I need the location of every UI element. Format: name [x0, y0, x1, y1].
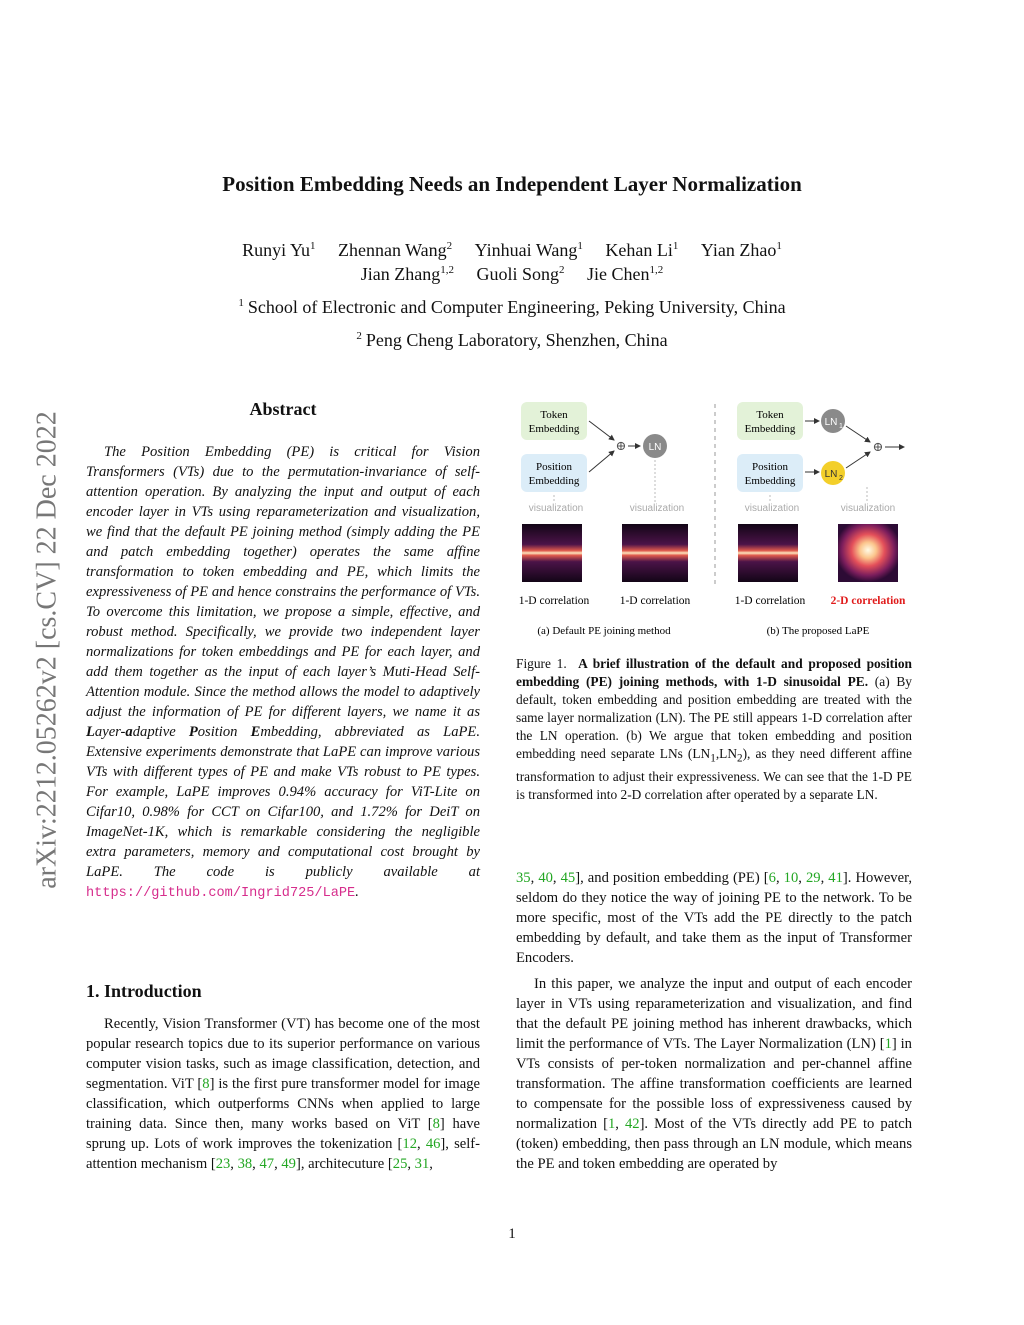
- right-paragraph-2: In this paper, we analyze the input and output of each encoder layer in VTs using reparameterization and visualization, and find that the default PE joining method has inherent drawbacks, which limit the performance of VTs. The Layer Normalization (LN) [1] in VTs consists of per-token normalization and per-channel affine transformation. The affine transformation coefficients are learned to compensate for the possible loss of expressiveness caused by normalization [1, 42]. Most of the VTs directly add PE to patch (token) embedding, then pass through an LN module, which means the PE and token embedding are operated by: [516, 976, 912, 1172]
- plus-icon: ⊕: [872, 439, 884, 454]
- ln2-sub: 2: [839, 475, 843, 482]
- affiliation-2: $^2$ Peng Cheng Laboratory, Shenzhen, China: [356, 330, 668, 350]
- corr-label-2d: 2-D correlation: [830, 595, 906, 607]
- token-label-b: Token: [756, 409, 784, 421]
- heatmap-2d-b: [838, 524, 898, 582]
- citation[interactable]: 12: [402, 1136, 418, 1152]
- citation[interactable]: 8: [202, 1076, 210, 1092]
- citation[interactable]: 35: [516, 870, 531, 886]
- position-label-a: Position: [535, 461, 573, 473]
- right-paragraph-1: 35, 40, 45], and position embedding (PE) [6, 10, 29, 41]. However, seldom do they notice the way of joining PE to the network. To be more specific, most of the VTs add the PE directly to the patch embedding by default, and take them as the input of Transformer Encoders.: [516, 870, 913, 966]
- embedding-label-a: Embedding: [528, 423, 580, 435]
- affiliation-1: $^1$ School of Electronic and Computer Engineering, Peking University, China: [238, 297, 786, 317]
- author: Zhennan Wang$^2$: [337, 240, 453, 260]
- author: Runyi Yu$^1$: [242, 240, 316, 260]
- author: Jie Chen$^{1,2}$: [587, 264, 664, 284]
- heatmap-1d-a1: [522, 524, 582, 582]
- abstract-text: The Position Embedding (PE) is critical for Vision Transformers (VTs) due to the permutation-invariance of self-attention operation. By analyzing the input and output of each encoder layer in VTs using reparameterization and visualization, we find that the default PE joining method (simply adding the PE and patch embedding together) operates the same affine transformation to token embedding and PE, which limits the expressiveness of PE and hence constrains the performance of VTs. To overcome this limitation, we propose a simple, effective, and robust method. Specifically, we provide two independent layer normalizations for token embeddings and PE for each layer, and add them together as the input of each layer’s Muti-Head Self-Attention module. Since the method allows the model to adaptively adjust the information of PE for different layers, we name it as Layer-adaptive Position Embedding, abbreviated as LaPE. Extensive experiments demonstrate that LaPE can improve various VTs with different types of PE and make VTs robust to PE types. For example, LaPE improves 0.94% accuracy for ViT-Lite on Cifar10, 0.98% for CCT on Cifar100, and 1.72% for DeiT on ImageNet-1K, which is remarkable considering the negligible extra parameters, memory and computational cost brought by LaPE. The code is publicly available at https://github.com/Ingrid725/LaPE.: [86, 444, 480, 901]
- author: Guoli Song$^2$: [476, 264, 565, 284]
- citation[interactable]: 23: [215, 1156, 231, 1172]
- corr-label: 1-D correlation: [518, 595, 590, 607]
- citation[interactable]: 8: [432, 1116, 440, 1132]
- visualization-label: visualization: [840, 503, 896, 514]
- section-heading-introduction: 1. Introduction: [86, 981, 202, 1001]
- author-line-2: [0, 264, 1024, 285]
- figure-caption: Figure 1. A brief illustration of the default and proposed position embedding (PE) joining methods, with 1-D sinusoidal PE. (a) By default, token embedding and position embedding are treated with the same layer normalization (LN). The PE still appears 1-D correlation after the LN operation. (b) We argue that token embedding and position embedding need separate LNs $(LN_1,LN_2)$, as they need different affine transformation to adjust their expressiveness. We can see that the 1-D PE is transformed into 2-D correlation after operated by a separate LN.: [516, 656, 912, 802]
- subcaption-a: (a) Default PE joining method: [537, 625, 671, 637]
- panel-a: [519, 402, 691, 637]
- citation[interactable]: 42: [624, 1116, 640, 1132]
- embedding-label-b2: Embedding: [744, 475, 796, 487]
- heatmap-1d-b: [738, 524, 798, 582]
- embedding-label-a2: Embedding: [528, 475, 580, 487]
- subcaption-b: (b) The proposed LaPE: [766, 625, 870, 637]
- citation[interactable]: 49: [281, 1156, 296, 1172]
- citation[interactable]: 46: [425, 1136, 441, 1152]
- ln-label-a: LN: [648, 442, 662, 453]
- author-line-1: [0, 240, 1024, 261]
- corr-label: 1-D correlation: [619, 595, 691, 607]
- arrow: [589, 451, 614, 472]
- arxiv-stamp: [28, 350, 68, 950]
- heatmap-1d-a2: [622, 524, 688, 582]
- position-label-b: Position: [751, 461, 789, 473]
- plus-icon: ⊕: [615, 438, 627, 453]
- visualization-label: visualization: [744, 503, 800, 514]
- panel-b: [735, 402, 906, 637]
- corr-label: 1-D correlation: [734, 595, 806, 607]
- author: Yinhuai Wang$^1$: [474, 240, 583, 260]
- author: Jian Zhang$^{1,2}$: [360, 264, 454, 284]
- page-number: 1: [508, 1226, 516, 1242]
- ln2-label: LN: [824, 469, 838, 480]
- visualization-label: visualization: [629, 503, 685, 514]
- ln1-label: LN: [824, 417, 838, 428]
- introduction-text: Recently, Vision Transformer (VT) has become one of the most popular research topics due to its superior performance on various computer vision tasks, such as image classification, detection, and segmentation. ViT [8] is the first pure transformer model for image classification, which outperforms CNNs when applied to large training data. Since then, many works based on ViT [8] have sprung up. Lots of work improves the tokenization [12, 46], self-attention mechanism [23, 38, 47, 49], architecuture [25, 31,: [86, 1016, 481, 1172]
- visualization-label: visualization: [528, 503, 584, 514]
- arrow: [589, 421, 614, 440]
- author: Yian Zhao$^1$: [700, 240, 782, 260]
- citation[interactable]: 6: [768, 870, 776, 886]
- paper-title: Position Embedding Needs an Independent Layer Normalization: [222, 172, 802, 196]
- citation[interactable]: 45: [560, 870, 576, 886]
- citation[interactable]: 29: [805, 870, 821, 886]
- figure-1: [514, 398, 916, 643]
- author: Kehan Li$^1$: [605, 240, 679, 260]
- citation[interactable]: 31: [414, 1156, 430, 1172]
- embedding-label-b: Embedding: [744, 423, 796, 435]
- citation[interactable]: 1: [884, 1036, 892, 1052]
- citation[interactable]: 1: [607, 1116, 616, 1132]
- arrow: [846, 426, 870, 442]
- citation[interactable]: 40: [538, 870, 553, 886]
- citation[interactable]: 47: [259, 1156, 275, 1172]
- ln1-sub: 1: [839, 423, 843, 430]
- arxiv-stamp-text: arXiv:2212.05262v2 [cs.CV] 22 Dec 2022: [32, 411, 64, 889]
- abstract-heading: Abstract: [249, 399, 317, 419]
- token-label-a: Token: [540, 409, 568, 421]
- citation[interactable]: 41: [828, 870, 843, 886]
- citation[interactable]: 25: [392, 1156, 408, 1172]
- citation[interactable]: 38: [237, 1156, 253, 1172]
- code-link[interactable]: https://github.com/Ingrid725/LaPE: [86, 886, 356, 901]
- citation[interactable]: 10: [783, 870, 799, 886]
- arrow: [846, 452, 870, 468]
